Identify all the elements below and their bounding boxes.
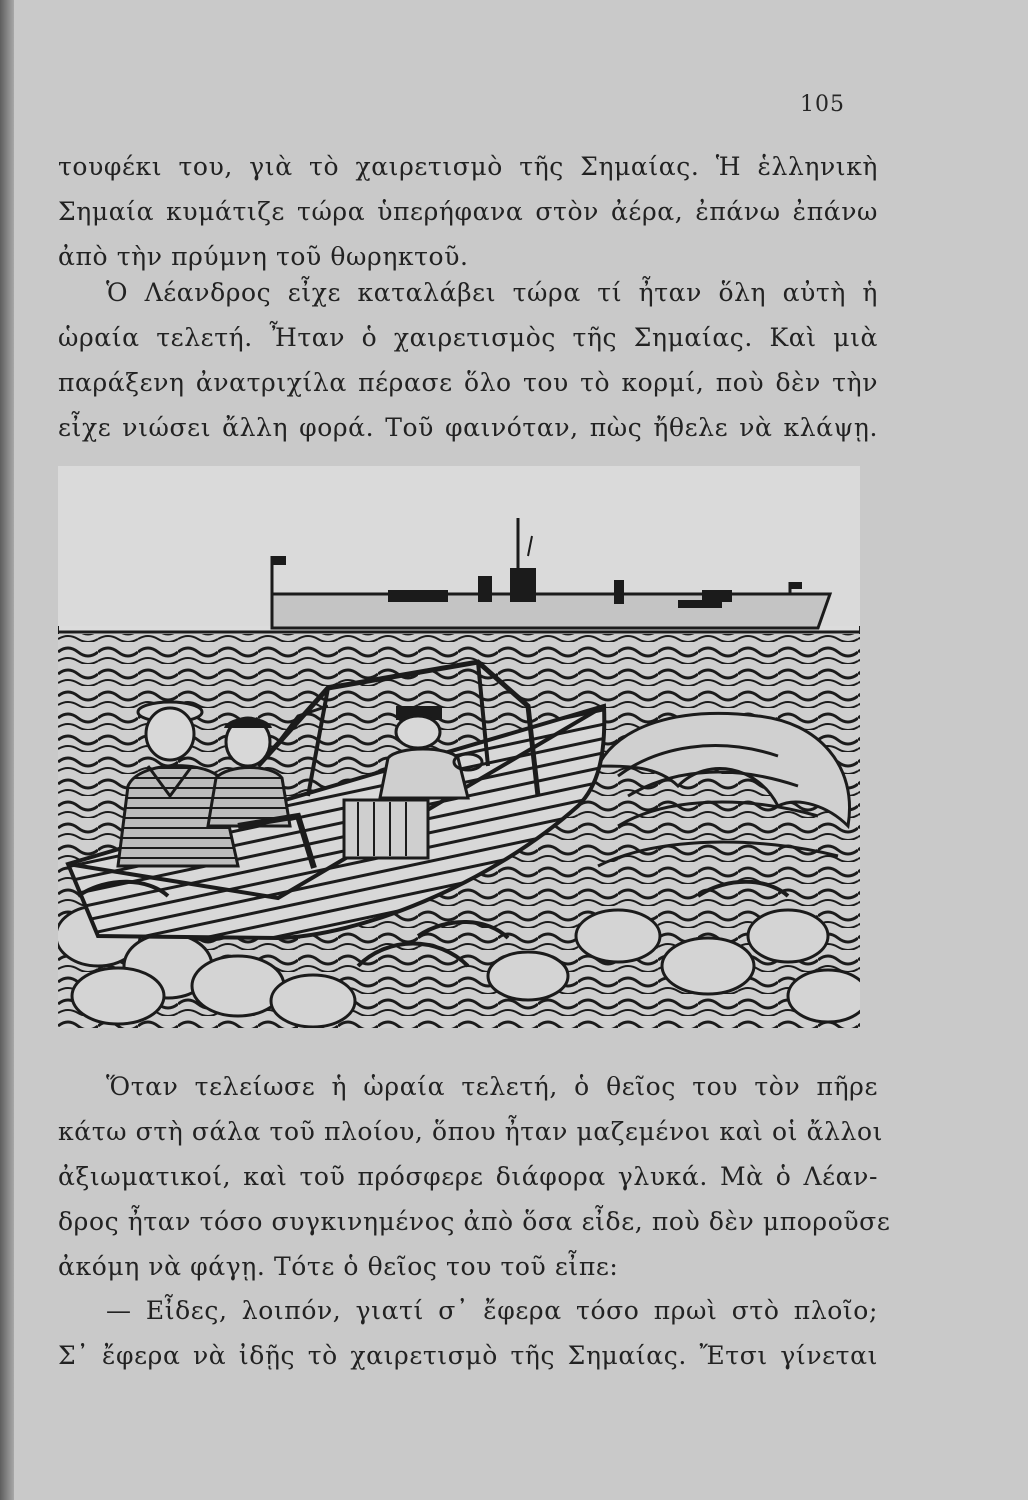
text-line: ἀκόμη νὰ φάγῃ. Τότε ὁ θεῖος του τοῦ εἶπε:	[58, 1252, 619, 1281]
text-line: Σημαία κυμάτιζε τώρα ὑπερήφανα στὸν ἀέρα, ἐπάνω ἐπάνω	[58, 197, 878, 226]
text-line: Σ᾽ ἔφερα νὰ ἰδῇς τὸ χαιρετισμὸ τῆς Σημαίας. Ἔτσι γίνεται	[58, 1341, 878, 1370]
page-number: 105	[800, 92, 845, 117]
text-line: ἀξιωματικοί, καὶ τοῦ πρόσφερε διάφορα γλυκά. Μὰ ὁ Λέαν-	[58, 1162, 878, 1191]
paragraph-2	[58, 270, 878, 450]
text-line: ἀπὸ τὴν πρύμνη τοῦ θωρηκτοῦ.	[58, 242, 469, 271]
text-line: Ὅταν τελείωσε ἡ ὡραία τελετή, ὁ θεῖος του τὸν πῆρε	[106, 1072, 878, 1101]
text-line: δρος ἦταν τόσο συγκινημένος ἀπὸ ὅσα εἶδε, ποὺ δὲν μποροῦσε	[58, 1207, 891, 1236]
text-line: Ὁ Λέανδρος εἶχε καταλάβει τώρα τί ἦταν ὅλη αὐτὴ ἡ	[106, 278, 878, 307]
text-line: τουφέκι του, γιὰ τὸ χαιρετισμὸ τῆς Σημαίας. Ἡ ἑλληνικὴ	[58, 152, 878, 181]
text-line: — Εἶδες, λοιπόν, γιατί σ᾽ ἔφερα τόσο πρωὶ στὸ πλοῖο;	[106, 1296, 878, 1325]
woodcut-illustration	[58, 466, 860, 1028]
paragraph-3	[58, 1064, 891, 1289]
text-line: εἶχε νιώσει ἄλλη φορά. Τοῦ φαινόταν, πὼς ἤθελε νὰ κλάψῃ.	[58, 413, 878, 442]
page-gutter-shadow	[0, 0, 14, 1500]
paragraph-4	[58, 1288, 878, 1378]
paragraph-1	[58, 144, 878, 279]
text-line: κάτω στὴ σάλα τοῦ πλοίου, ὅπου ἦταν μαζεμένοι καὶ οἱ ἄλλοι	[58, 1117, 884, 1146]
text-line: ὡραία τελετή. Ἦταν ὁ χαιρετισμὸς τῆς Σημαίας. Καὶ μιὰ	[58, 323, 878, 352]
text-line: παράξενη ἀνατριχίλα πέρασε ὅλο του τὸ κορμί, ποὺ δὲν τὴν	[58, 368, 878, 397]
